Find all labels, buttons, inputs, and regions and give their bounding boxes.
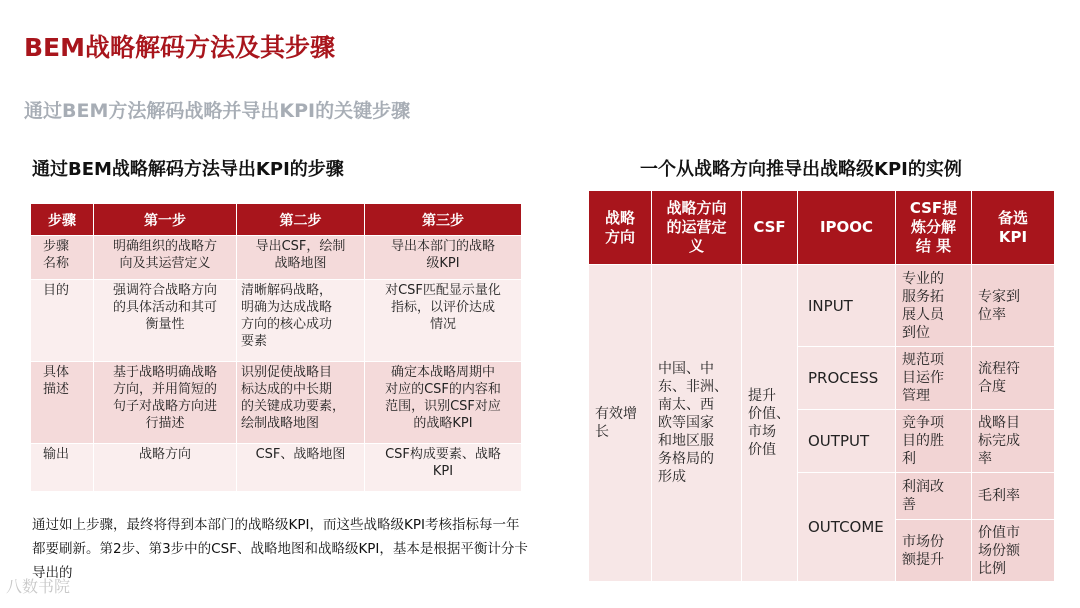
csf-result-cell: 竞争项 目的胜 利 bbox=[896, 410, 972, 473]
example-header-cell: 战略 方向 bbox=[589, 191, 652, 265]
steps-header-row bbox=[31, 204, 522, 236]
table-row bbox=[31, 280, 522, 362]
steps-table bbox=[30, 203, 522, 492]
csf-result-cell: 专业的 服务拓 展人员 到位 bbox=[896, 265, 972, 347]
row-label: 步骤 名称 bbox=[31, 236, 94, 280]
steps-header-cell: 步骤 bbox=[31, 204, 94, 236]
ipooc-cell: OUTCOME bbox=[798, 473, 896, 582]
example-header-cell: CSF bbox=[742, 191, 798, 265]
summary-note: 通过如上步骤，最终将得到本部门的战略级KPI，而这些战略级KPI考核指标每一年都要刷新。第2步、第3步中的CSF、战略地图和战略级KPI，基本是根据平衡计分卡导出的 bbox=[32, 517, 528, 581]
table-cell: 战略方向 bbox=[94, 444, 237, 492]
steps-header-cell: 第一步 bbox=[94, 204, 237, 236]
table-cell: 识别促使战略目 标达成的中长期 的关键成功要素， 绘制战略地图 bbox=[237, 362, 365, 444]
steps-header-cell: 第三步 bbox=[365, 204, 522, 236]
example-header-cell: IPOOC bbox=[798, 191, 896, 265]
kpi-cell: 战略目 标完成 率 bbox=[972, 410, 1055, 473]
table-cell: 强调符合战略方向 的具体活动和其可 衡量性 bbox=[94, 280, 237, 362]
table-cell: 对CSF匹配显示量化 指标，以评价达成 情况 bbox=[365, 280, 522, 362]
steps-header-cell: 第二步 bbox=[237, 204, 365, 236]
example-header-cell: 备选 KPI bbox=[972, 191, 1055, 265]
strategy-direction-cell: 有效增 长 bbox=[589, 265, 652, 582]
table-row bbox=[31, 236, 522, 280]
kpi-cell: 价值市 场份额 比例 bbox=[972, 520, 1055, 582]
table-row bbox=[31, 444, 522, 492]
table-cell: 明确组织的战略方 向及其运营定义 bbox=[94, 236, 237, 280]
table-cell: 确定本战略周期中 对应的CSF的内容和 范围，识别CSF对应 的战略KPI bbox=[365, 362, 522, 444]
table-cell: CSF、战略地图 bbox=[237, 444, 365, 492]
csf-result-cell: 利润改 善 bbox=[896, 473, 972, 520]
operating-definition-cell: 中国、中 东、非洲、 南太、西 欧等国家 和地区服 务格局的 形成 bbox=[652, 265, 742, 582]
page-subtitle: 通过BEM方法解码战略并导出KPI的关键步骤 bbox=[24, 100, 411, 122]
table-cell: 导出CSF，绘制 战略地图 bbox=[237, 236, 365, 280]
row-label: 目的 bbox=[31, 280, 94, 362]
kpi-cell: 专家到 位率 bbox=[972, 265, 1055, 347]
table-cell: 基于战略明确战略 方向，并用简短的 句子对战略方向进 行描述 bbox=[94, 362, 237, 444]
kpi-cell: 毛利率 bbox=[972, 473, 1055, 520]
example-heading: 一个从战略方向推导出战略级KPI的实例 bbox=[640, 159, 962, 180]
ipooc-cell: PROCESS bbox=[798, 347, 896, 410]
example-header-cell: CSF提 炼分解 结 果 bbox=[896, 191, 972, 265]
watermark-text: 八数书院 bbox=[6, 577, 71, 596]
table-cell: 导出本部门的战略 级KPI bbox=[365, 236, 522, 280]
table-row bbox=[31, 362, 522, 444]
csf-cell: 提升 价值、 市场 价值 bbox=[742, 265, 798, 582]
csf-result-cell: 规范项 目运作 管理 bbox=[896, 347, 972, 410]
page-title: BEM战略解码方法及其步骤 bbox=[24, 33, 336, 62]
example-header-cell: 战略方向 的运营定 义 bbox=[652, 191, 742, 265]
steps-heading: 通过BEM战略解码方法导出KPI的步骤 bbox=[32, 159, 344, 180]
kpi-cell: 流程符 合度 bbox=[972, 347, 1055, 410]
table-cell: CSF构成要素、战略 KPI bbox=[365, 444, 522, 492]
ipooc-cell: INPUT bbox=[798, 265, 896, 347]
csf-result-cell: 市场份 额提升 bbox=[896, 520, 972, 582]
table-row bbox=[589, 265, 1055, 347]
ipooc-cell: OUTPUT bbox=[798, 410, 896, 473]
row-label: 输出 bbox=[31, 444, 94, 492]
table-cell: 清晰解码战略， 明确为达成战略 方向的核心成功 要素 bbox=[237, 280, 365, 362]
example-table bbox=[588, 190, 1055, 582]
example-header-row bbox=[589, 191, 1055, 265]
row-label: 具体 描述 bbox=[31, 362, 94, 444]
